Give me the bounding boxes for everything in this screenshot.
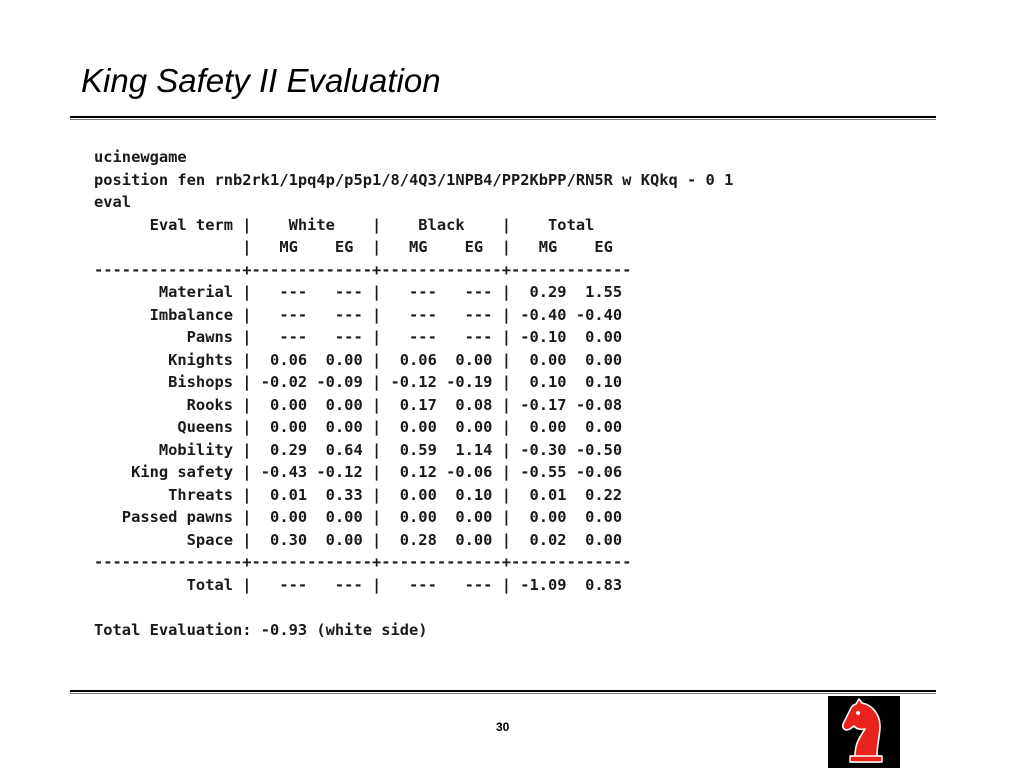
console-line: ucinewgame: [94, 148, 187, 166]
eval-table-row: Knights | 0.06 0.00 | 0.06 0.00 | 0.00 0.00: [94, 350, 623, 369]
eval-table-row: Rooks | 0.00 0.00 | 0.17 0.08 | -0.17 -0.08: [94, 395, 623, 414]
eval-table-row: Material | --- --- | --- --- | 0.29 1.55: [94, 283, 623, 301]
chess-knight-icon: [828, 696, 900, 768]
eval-table-row: Space | 0.30 0.00 | 0.28 0.00 | 0.02 0.00: [94, 530, 623, 549]
eval-table-row: Passed pawns | 0.00 0.00 | 0.00 0.00 | 0.00 0.00: [94, 508, 623, 526]
eval-table-separator: ----------------+-------------+-------------+-------------: [94, 260, 632, 279]
eval-table-total-row: Total | --- --- | --- --- | -1.09 0.83: [94, 575, 623, 594]
console-line: [94, 596, 733, 619]
slide-title: King Safety II Evaluation: [81, 62, 441, 99]
eval-table-row: Pawns | --- --- | --- --- | -0.10 0.00: [94, 328, 623, 346]
title-divider: [70, 116, 936, 120]
eval-table-row: King safety | -0.43 -0.12 | 0.12 -0.06 | -0.55 -0.06: [94, 463, 623, 481]
console-line: position fen rnb2rk1/1pq4p/p5p1/8/4Q3/1NPB4/PP2KbPP/RN5R w KQkq - 0 1: [94, 170, 734, 189]
eval-table-row: Queens | 0.00 0.00 | 0.00 0.00 | 0.00 0.00: [94, 418, 623, 436]
eval-table-row: Imbalance | --- --- | --- --- | -0.40 -0.40: [94, 305, 623, 324]
total-evaluation-line: Total Evaluation: -0.93 (white side): [94, 620, 428, 639]
eval-table-header: Eval term | White | Black | Total: [94, 215, 595, 234]
page-number: 30: [496, 720, 510, 734]
eval-table-row: Mobility | 0.29 0.64 | 0.59 1.14 | -0.30 -0.50: [94, 440, 623, 459]
eval-table-row: Bishops | -0.02 -0.09 | -0.12 -0.19 | 0.10 0.10: [94, 373, 623, 391]
console-output: [94, 146, 733, 641]
eval-table-subheader: | MG EG | MG EG | MG EG: [94, 238, 613, 256]
eval-table-separator: ----------------+-------------+-------------+-------------: [94, 553, 632, 571]
console-line: eval: [94, 193, 132, 211]
logo: [828, 696, 900, 768]
eval-table-row: Threats | 0.01 0.33 | 0.00 0.10 | 0.01 0.22: [94, 485, 623, 504]
footer-divider: [70, 690, 936, 694]
